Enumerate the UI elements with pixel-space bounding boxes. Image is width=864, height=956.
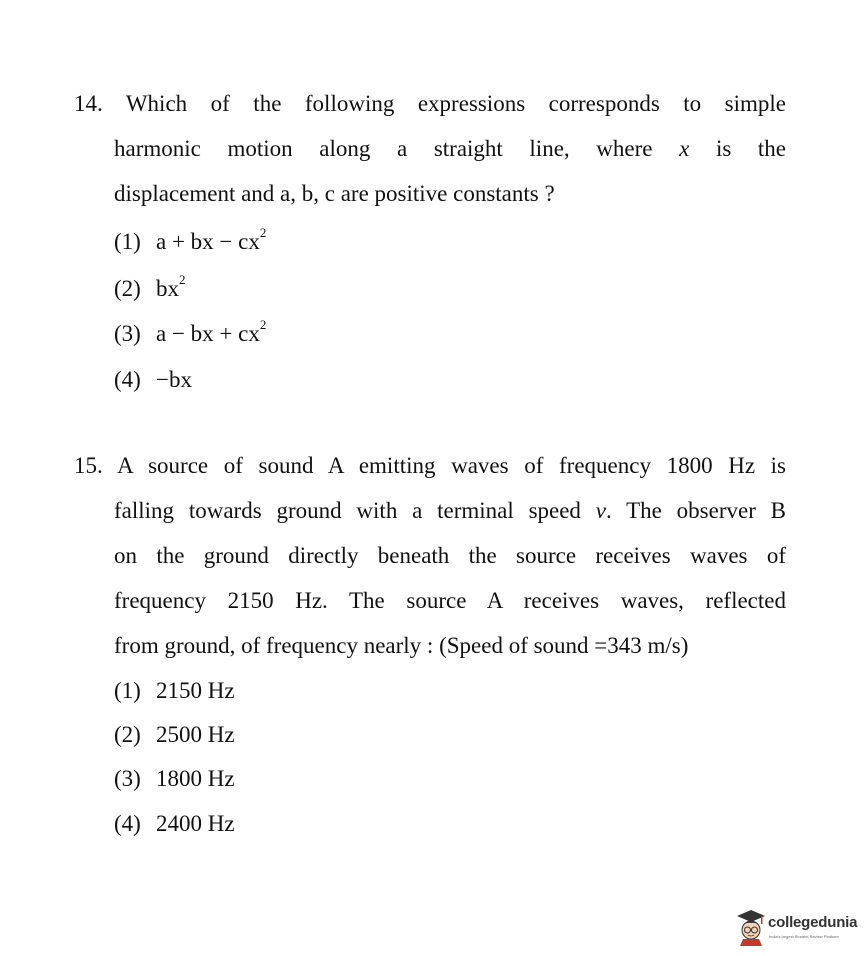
question-15-line-1: 15. A source of sound A emitting waves of frequency 1800 Hz is bbox=[74, 453, 787, 478]
question-14-option-4: (4) −bx bbox=[114, 367, 192, 392]
question-15-option-3: (3) 1800 Hz bbox=[114, 766, 235, 791]
graduate-mascot-icon bbox=[736, 908, 766, 946]
question-14-line-3: displacement and a, b, c are positive constants ? bbox=[114, 181, 555, 206]
question-14-option-3: (3) a − bx + $cx^2$ bbox=[114, 317, 267, 346]
question-14-number: 14. bbox=[74, 91, 103, 116]
question-15-option-2: (2) 2500 Hz bbox=[114, 722, 235, 747]
question-15-line-3: on the ground directly beneath the source receives waves of bbox=[114, 543, 786, 568]
question-14-option-1: (1) a + bx − $cx^2$ bbox=[114, 225, 267, 254]
question-14-line-1: 14. Which of the following expressions corresponds to simple bbox=[74, 91, 786, 116]
question-15-line-4: frequency 2150 Hz. The source A receives waves, reflected bbox=[114, 588, 786, 613]
question-15-option-4: (4) 2400 Hz bbox=[114, 811, 235, 836]
logo-tagline: India's largest Student Review Platform bbox=[769, 934, 839, 939]
question-14-line-2: harmonic motion along a straight line, where x is the bbox=[114, 136, 786, 161]
question-14-option-2: (2) $bx^2$ bbox=[114, 272, 186, 301]
question-15-line-2: falling towards ground with a terminal speed v. The observer B bbox=[114, 498, 786, 523]
question-15-number: 15. bbox=[74, 453, 103, 478]
question-15-option-1: (1) 2150 Hz bbox=[114, 678, 235, 703]
logo-name: collegedunia bbox=[768, 914, 858, 931]
question-15-line-5: from ground, of frequency nearly : (Speed of sound =343 m/s) bbox=[114, 633, 689, 658]
collegedunia-logo bbox=[736, 908, 860, 948]
